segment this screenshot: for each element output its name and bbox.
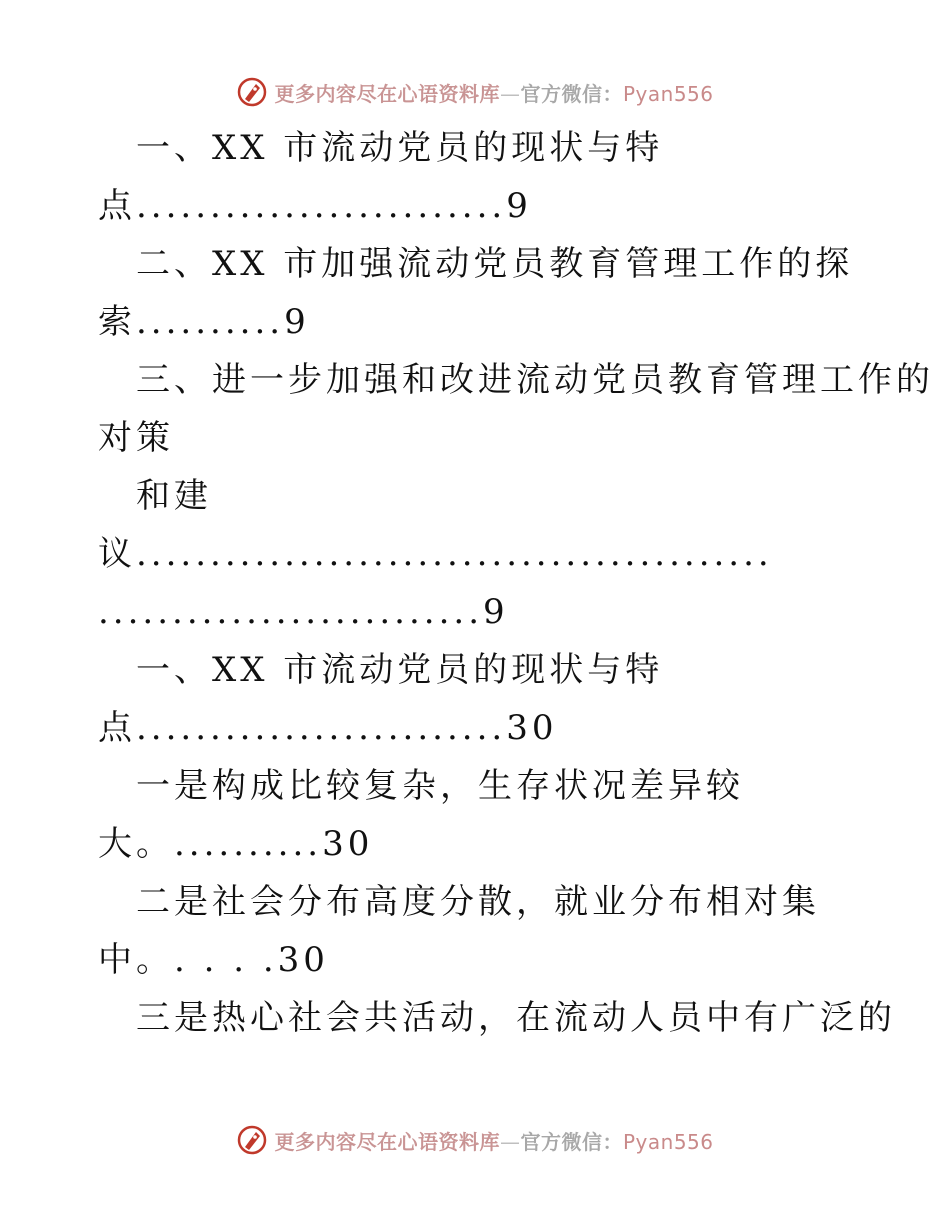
header-watermark [0, 72, 950, 112]
toc-line: 索..........9 [98, 302, 310, 342]
watermark-official: 官方微信： [520, 1129, 623, 1154]
watermark-wechat-id: Pyan556 [622, 1129, 714, 1154]
pen-nib-logo-icon [236, 1124, 268, 1156]
pen-nib-logo-icon [236, 76, 268, 108]
toc-line: 一、XX 市流动党员的现状与特 [136, 128, 664, 168]
toc-line: ..........................9 [98, 592, 509, 632]
toc-line: 对策 [98, 418, 174, 458]
watermark-text [274, 78, 713, 107]
toc-line: 点.........................9 [98, 186, 532, 226]
toc-line: 中。. . . .30 [98, 940, 329, 980]
toc-line: 大。..........30 [98, 824, 374, 864]
watermark-wechat-id: Pyan556 [622, 81, 714, 106]
watermark-dash: — [499, 81, 521, 106]
toc-line: 点.........................30 [98, 708, 558, 748]
toc-line: 三是热心社会共活动，在流动人员中有广泛的 [136, 998, 896, 1038]
toc-line: 二是社会分布高度分散，就业分布相对集 [136, 882, 820, 922]
watermark-text [274, 1126, 713, 1155]
watermark-text-cn: 更多内容尽在心语资料库 [274, 81, 500, 106]
watermark-text-cn: 更多内容尽在心语资料库 [274, 1129, 500, 1154]
toc-line: 三、进一步加强和改进流动党员教育管理工作的 [136, 360, 934, 400]
toc-line: 议........................................... [98, 534, 773, 574]
watermark-official: 官方微信： [520, 81, 623, 106]
toc-line: 二、XX 市加强流动党员教育管理工作的探 [136, 244, 854, 284]
toc-line: 一是构成比较复杂，生存状况差异较 [136, 766, 744, 806]
toc-line: 一、XX 市流动党员的现状与特 [136, 650, 664, 690]
toc-line: 和建 [136, 476, 212, 516]
watermark-dash: — [499, 1129, 521, 1154]
footer-watermark [0, 1120, 950, 1160]
